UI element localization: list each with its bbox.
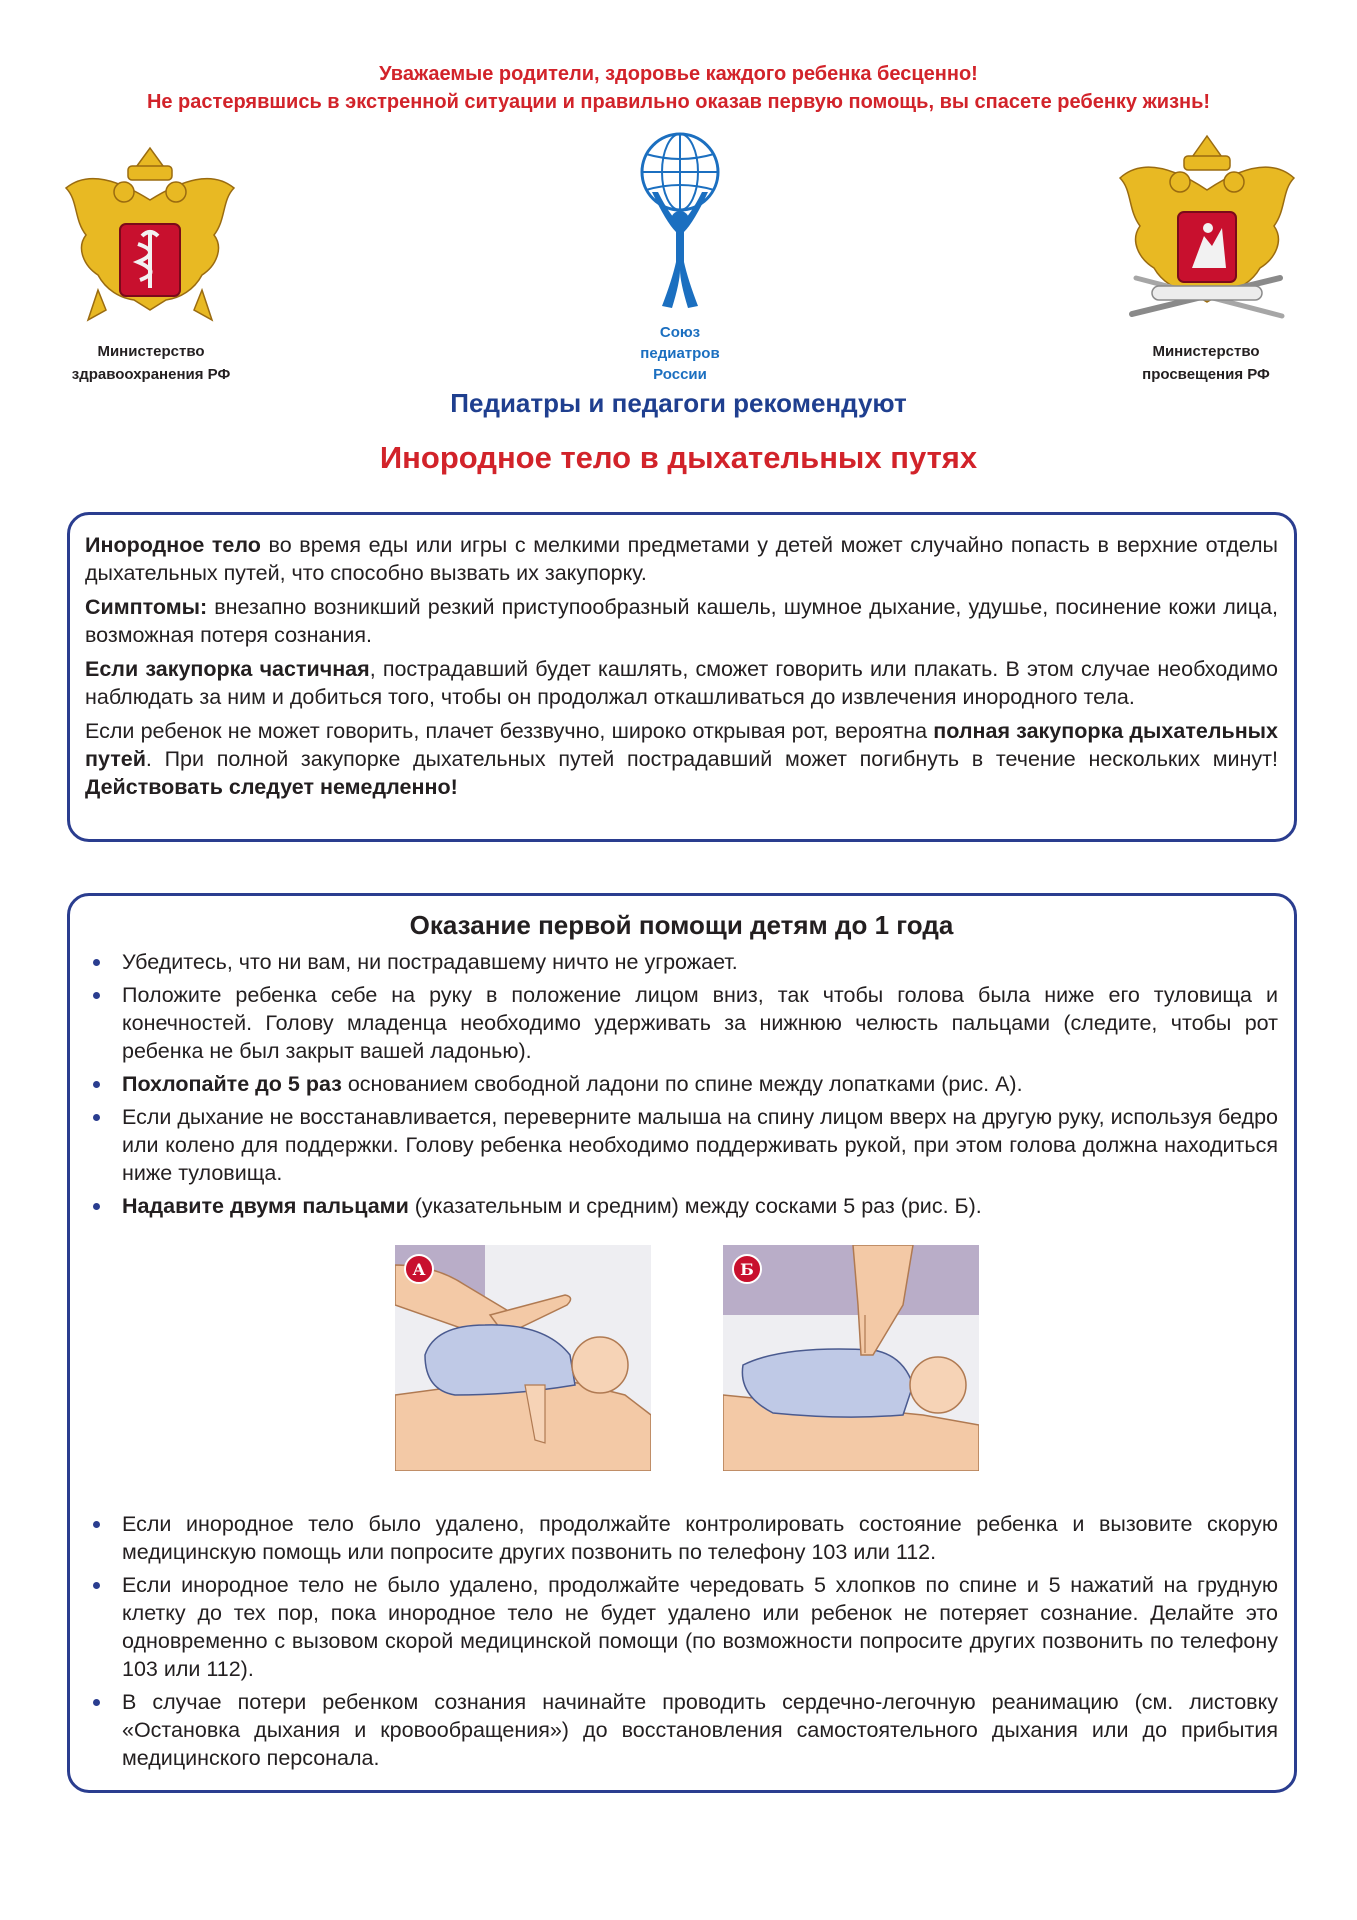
list-item <box>85 1070 1278 1098</box>
intro-p2-text: внезапно возникший резкий приступообразный кашель, шумное дыхание, удушье, посинение кожи лица, возможная потеря сознания. <box>85 595 1278 647</box>
bullet-text: Положите ребенка себе на руку в положение лицом вниз, так чтобы голова была ниже его туловища и конечностей. Голову младенца необходимо удерживать за нижнюю челюсть пальцами (следите, чтобы рот ребенка не был закрыт вашей ладонью). <box>122 983 1278 1063</box>
bullet-text: основанием свободной ладони по спине между лопатками (рис. А). <box>341 1072 1023 1096</box>
bullet-text: (указательным и средним) между сосками 5 раз (рис. Б). <box>408 1194 982 1218</box>
intro-p1-text: во время еды или игры с мелкими предметами у детей может случайно попасть в верхние отделы дыхательных путей, что способно вызвать их закупорку. <box>85 533 1278 585</box>
intro-p4-bold2: Действовать следует немедленно! <box>85 775 458 799</box>
left-emblem-icon <box>58 140 242 330</box>
education-ministry-label <box>1110 340 1302 386</box>
health-ministry-label <box>40 340 262 386</box>
intro-paragraph-1 <box>85 531 1278 587</box>
header-line-2: Не растерявшись в экстренной ситуации и правильно оказав первую помощь, вы спасете ребенку жизнь! <box>146 91 1211 113</box>
union-line1: Союз <box>659 324 701 341</box>
bullet-dot-icon <box>93 1582 100 1589</box>
union-line2: педиатров <box>640 345 720 362</box>
list-item <box>85 1510 1278 1566</box>
first-aid-list-bottom <box>85 1510 1278 1772</box>
list-item <box>85 948 1278 976</box>
right-emblem-icon <box>1112 128 1302 330</box>
bullet-bold: Надавите двумя пальцами <box>122 1194 409 1218</box>
education-ministry-line2: просвещения РФ <box>1142 366 1270 383</box>
figure-a-back-blows-image <box>395 1245 651 1471</box>
illustrations <box>85 1245 1278 1495</box>
recommend-heading: Педиатры и педагоги рекомендуют <box>450 388 907 418</box>
globe-person-logo-icon <box>632 130 728 320</box>
union-label <box>600 322 760 385</box>
intro-paragraph-4 <box>85 717 1278 801</box>
page-title: Инородное тело в дыхательных путях <box>379 440 978 475</box>
union-line3: России <box>653 366 707 383</box>
intro-p1-bold: Инородное тело <box>85 533 261 557</box>
bullet-text: Если дыхание не восстанавливается, переверните малыша на спину лицом вверх на другую руку, используя бедро или колено для поддержки. Голову ребенка необходимо поддерживать рукой, при этом голова должна находиться ниже туловища. <box>122 1105 1278 1185</box>
intro-paragraph-2 <box>85 593 1278 649</box>
bullet-text: В случае потери ребенком сознания начинайте проводить сердечно-легочную реанимацию (см. листовку «Остановка дыхания и кровообращения») до восстановления самостоятельного дыхания или до прибытия медицинского персонала. <box>122 1690 1278 1770</box>
bullet-dot-icon <box>93 1114 100 1121</box>
bullet-bold: Похлопайте до 5 раз <box>122 1072 342 1096</box>
intro-p4-bold1: полная закупорка дыхательных путей <box>85 719 1278 771</box>
list-item <box>85 1103 1278 1187</box>
bullet-text: Убедитесь, что ни вам, ни пострадавшему ничто не угрожает. <box>122 950 738 974</box>
list-item <box>85 981 1278 1065</box>
intro-p4-text1: Если ребенок не может говорить, плачет беззвучно, широко открывая рот, вероятна <box>85 719 934 743</box>
intro-p4-text2: . При полной закупорке дыхательных путей пострадавший может погибнуть в течение нескольких минут! <box>145 747 1278 771</box>
bullet-text: Если инородное тело было удалено, продолжайте контролировать состояние ребенка и вызовите скорую медицинскую помощь или попросите других позвонить по телефону 103 или 112. <box>122 1512 1278 1564</box>
list-item <box>85 1192 1278 1220</box>
intro-p2-bold: Симптомы: <box>85 595 208 619</box>
intro-box <box>67 512 1297 842</box>
education-ministry-line1: Министерство <box>1152 343 1260 360</box>
first-aid-box <box>67 893 1297 1793</box>
figure-b-label: Б <box>740 1260 754 1279</box>
figure-b-chest-thrusts-image <box>723 1245 979 1471</box>
bullet-dot-icon <box>93 1203 100 1210</box>
bullet-text: Если инородное тело не было удалено, продолжайте чередовать 5 хлопков по спине и 5 нажатий на грудную клетку до тех пор, пока инородное тело не будет удалено или ребенок не потеряет сознание. Делайте это одновременно с вызовом скорой медицинской помощи (по возможности попросите других позвонить по телефону 103 или 112). <box>122 1573 1278 1681</box>
list-item <box>85 1571 1278 1683</box>
bullet-dot-icon <box>93 992 100 999</box>
bullet-dot-icon <box>93 1081 100 1088</box>
list-item <box>85 1688 1278 1772</box>
health-ministry-line1: Министерство <box>97 343 205 360</box>
figure-a-label: А <box>412 1260 426 1279</box>
intro-p3-bold: Если закупорка частичная <box>85 657 370 681</box>
bullet-dot-icon <box>93 1699 100 1706</box>
first-aid-title: Оказание первой помощи детям до 1 года <box>409 910 954 940</box>
intro-paragraph-3 <box>85 655 1278 711</box>
health-ministry-line2: здравоохранения РФ <box>71 366 231 383</box>
bullet-dot-icon <box>93 959 100 966</box>
intro-p3-text: , пострадавший будет кашлять, сможет говорить или плакать. В этом случае необходимо наблюдать за ним и добиться того, чтобы он продолжал откашливаться до извлечения инородного тела. <box>85 657 1278 709</box>
bullet-dot-icon <box>93 1521 100 1528</box>
first-aid-list-top <box>85 948 1278 1220</box>
header-line-1: Уважаемые родители, здоровье каждого ребенка бесценно! <box>379 63 978 85</box>
